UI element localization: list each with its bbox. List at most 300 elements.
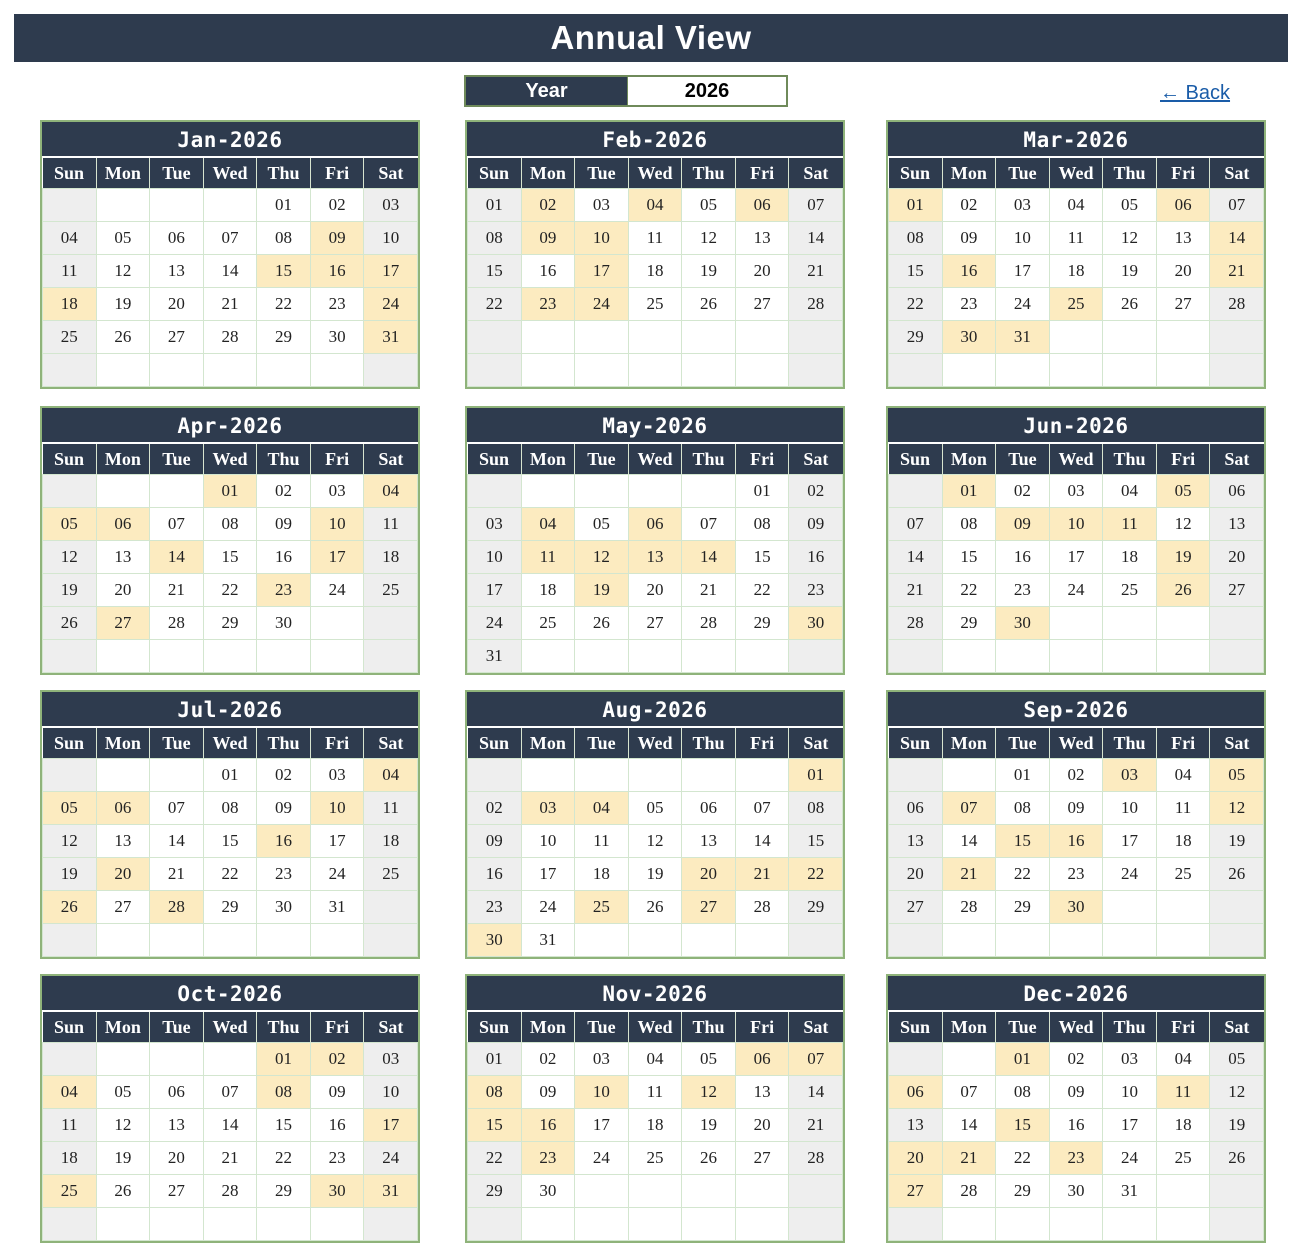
day-cell[interactable]: 04 xyxy=(1049,189,1103,222)
day-cell[interactable]: 06 xyxy=(628,508,682,541)
day-cell[interactable]: 08 xyxy=(942,508,996,541)
day-cell[interactable]: 07 xyxy=(150,508,204,541)
day-cell[interactable]: 21 xyxy=(150,858,204,891)
day-cell[interactable]: 21 xyxy=(682,574,736,607)
day-cell[interactable]: 19 xyxy=(1156,541,1210,574)
day-cell[interactable]: 30 xyxy=(257,607,311,640)
day-cell[interactable]: 05 xyxy=(1210,759,1264,792)
day-cell[interactable]: 21 xyxy=(735,858,789,891)
day-cell[interactable]: 02 xyxy=(257,475,311,508)
day-cell[interactable]: 11 xyxy=(628,222,682,255)
day-cell[interactable]: 15 xyxy=(203,541,257,574)
day-cell[interactable]: 07 xyxy=(889,508,943,541)
day-cell[interactable]: 18 xyxy=(628,255,682,288)
day-cell[interactable]: 03 xyxy=(364,189,418,222)
day-cell[interactable]: 25 xyxy=(43,321,97,354)
day-cell[interactable]: 24 xyxy=(468,607,522,640)
day-cell[interactable]: 28 xyxy=(150,891,204,924)
day-cell[interactable]: 26 xyxy=(1156,574,1210,607)
day-cell[interactable]: 27 xyxy=(682,891,736,924)
day-cell[interactable]: 23 xyxy=(1049,1142,1103,1175)
day-cell[interactable]: 15 xyxy=(468,255,522,288)
day-cell[interactable]: 03 xyxy=(1103,1043,1157,1076)
day-cell[interactable]: 01 xyxy=(468,1043,522,1076)
day-cell[interactable]: 13 xyxy=(682,825,736,858)
day-cell[interactable]: 21 xyxy=(1210,255,1264,288)
day-cell[interactable]: 10 xyxy=(521,825,575,858)
day-cell[interactable]: 17 xyxy=(575,1109,629,1142)
day-cell[interactable]: 19 xyxy=(1103,255,1157,288)
day-cell[interactable]: 03 xyxy=(521,792,575,825)
day-cell[interactable]: 19 xyxy=(575,574,629,607)
day-cell[interactable]: 24 xyxy=(310,858,364,891)
day-cell[interactable]: 22 xyxy=(468,1142,522,1175)
day-cell[interactable]: 10 xyxy=(468,541,522,574)
day-cell[interactable]: 23 xyxy=(468,891,522,924)
day-cell[interactable]: 17 xyxy=(996,255,1050,288)
day-cell[interactable]: 23 xyxy=(310,288,364,321)
day-cell[interactable]: 25 xyxy=(521,607,575,640)
day-cell[interactable]: 21 xyxy=(889,574,943,607)
day-cell[interactable]: 20 xyxy=(889,858,943,891)
day-cell[interactable]: 23 xyxy=(521,288,575,321)
day-cell[interactable]: 18 xyxy=(43,288,97,321)
day-cell[interactable]: 12 xyxy=(682,1076,736,1109)
day-cell[interactable]: 12 xyxy=(1210,792,1264,825)
day-cell[interactable]: 06 xyxy=(150,1076,204,1109)
day-cell[interactable]: 28 xyxy=(150,607,204,640)
day-cell[interactable]: 03 xyxy=(468,508,522,541)
day-cell[interactable]: 09 xyxy=(1049,792,1103,825)
day-cell[interactable]: 04 xyxy=(364,759,418,792)
day-cell[interactable]: 19 xyxy=(682,1109,736,1142)
day-cell[interactable]: 07 xyxy=(203,1076,257,1109)
day-cell[interactable]: 10 xyxy=(310,508,364,541)
day-cell[interactable]: 10 xyxy=(996,222,1050,255)
day-cell[interactable]: 15 xyxy=(889,255,943,288)
day-cell[interactable]: 20 xyxy=(96,574,150,607)
day-cell[interactable]: 29 xyxy=(468,1175,522,1208)
day-cell[interactable]: 15 xyxy=(257,1109,311,1142)
day-cell[interactable]: 05 xyxy=(1103,189,1157,222)
day-cell[interactable]: 25 xyxy=(1156,1142,1210,1175)
day-cell[interactable]: 10 xyxy=(364,1076,418,1109)
day-cell[interactable]: 25 xyxy=(43,1175,97,1208)
day-cell[interactable]: 14 xyxy=(150,541,204,574)
day-cell[interactable]: 07 xyxy=(789,1043,843,1076)
day-cell[interactable]: 27 xyxy=(735,1142,789,1175)
day-cell[interactable]: 16 xyxy=(942,255,996,288)
day-cell[interactable]: 29 xyxy=(203,891,257,924)
day-cell[interactable]: 18 xyxy=(364,825,418,858)
day-cell[interactable]: 18 xyxy=(1156,825,1210,858)
day-cell[interactable]: 26 xyxy=(43,607,97,640)
day-cell[interactable]: 08 xyxy=(203,508,257,541)
day-cell[interactable]: 09 xyxy=(521,222,575,255)
day-cell[interactable]: 07 xyxy=(682,508,736,541)
day-cell[interactable]: 11 xyxy=(1049,222,1103,255)
day-cell[interactable]: 16 xyxy=(789,541,843,574)
day-cell[interactable]: 30 xyxy=(789,607,843,640)
day-cell[interactable]: 26 xyxy=(1210,1142,1264,1175)
day-cell[interactable]: 31 xyxy=(364,1175,418,1208)
day-cell[interactable]: 31 xyxy=(1103,1175,1157,1208)
day-cell[interactable]: 23 xyxy=(996,574,1050,607)
day-cell[interactable]: 03 xyxy=(575,189,629,222)
day-cell[interactable]: 03 xyxy=(364,1043,418,1076)
day-cell[interactable]: 02 xyxy=(521,189,575,222)
day-cell[interactable]: 17 xyxy=(364,1109,418,1142)
day-cell[interactable]: 24 xyxy=(1103,858,1157,891)
day-cell[interactable]: 01 xyxy=(468,189,522,222)
day-cell[interactable]: 13 xyxy=(628,541,682,574)
day-cell[interactable]: 25 xyxy=(628,1142,682,1175)
day-cell[interactable]: 27 xyxy=(150,1175,204,1208)
day-cell[interactable]: 08 xyxy=(203,792,257,825)
day-cell[interactable]: 01 xyxy=(203,759,257,792)
day-cell[interactable]: 07 xyxy=(735,792,789,825)
day-cell[interactable]: 06 xyxy=(889,1076,943,1109)
day-cell[interactable]: 31 xyxy=(310,891,364,924)
day-cell[interactable]: 29 xyxy=(996,891,1050,924)
day-cell[interactable]: 12 xyxy=(628,825,682,858)
day-cell[interactable]: 08 xyxy=(789,792,843,825)
day-cell[interactable]: 12 xyxy=(1103,222,1157,255)
day-cell[interactable]: 30 xyxy=(310,1175,364,1208)
day-cell[interactable]: 28 xyxy=(682,607,736,640)
day-cell[interactable]: 17 xyxy=(468,574,522,607)
day-cell[interactable]: 20 xyxy=(735,1109,789,1142)
day-cell[interactable]: 28 xyxy=(735,891,789,924)
day-cell[interactable]: 24 xyxy=(521,891,575,924)
day-cell[interactable]: 19 xyxy=(43,858,97,891)
day-cell[interactable]: 17 xyxy=(521,858,575,891)
day-cell[interactable]: 11 xyxy=(575,825,629,858)
day-cell[interactable]: 08 xyxy=(468,222,522,255)
day-cell[interactable]: 19 xyxy=(628,858,682,891)
day-cell[interactable]: 21 xyxy=(150,574,204,607)
day-cell[interactable]: 09 xyxy=(1049,1076,1103,1109)
day-cell[interactable]: 05 xyxy=(43,508,97,541)
day-cell[interactable]: 18 xyxy=(628,1109,682,1142)
day-cell[interactable]: 23 xyxy=(521,1142,575,1175)
day-cell[interactable]: 22 xyxy=(996,858,1050,891)
day-cell[interactable]: 07 xyxy=(203,222,257,255)
day-cell[interactable]: 28 xyxy=(1210,288,1264,321)
day-cell[interactable]: 09 xyxy=(310,222,364,255)
day-cell[interactable]: 02 xyxy=(310,189,364,222)
day-cell[interactable]: 27 xyxy=(150,321,204,354)
day-cell[interactable]: 04 xyxy=(628,189,682,222)
day-cell[interactable]: 16 xyxy=(257,541,311,574)
day-cell[interactable]: 31 xyxy=(364,321,418,354)
day-cell[interactable]: 08 xyxy=(257,1076,311,1109)
day-cell[interactable]: 29 xyxy=(889,321,943,354)
day-cell[interactable]: 06 xyxy=(889,792,943,825)
day-cell[interactable]: 29 xyxy=(257,1175,311,1208)
day-cell[interactable]: 04 xyxy=(364,475,418,508)
day-cell[interactable]: 27 xyxy=(96,607,150,640)
day-cell[interactable]: 22 xyxy=(789,858,843,891)
day-cell[interactable]: 17 xyxy=(575,255,629,288)
day-cell[interactable]: 26 xyxy=(682,288,736,321)
day-cell[interactable]: 14 xyxy=(150,825,204,858)
day-cell[interactable]: 29 xyxy=(203,607,257,640)
day-cell[interactable]: 04 xyxy=(575,792,629,825)
day-cell[interactable]: 30 xyxy=(996,607,1050,640)
day-cell[interactable]: 11 xyxy=(1156,1076,1210,1109)
day-cell[interactable]: 28 xyxy=(942,891,996,924)
day-cell[interactable]: 13 xyxy=(96,541,150,574)
day-cell[interactable]: 30 xyxy=(521,1175,575,1208)
day-cell[interactable]: 25 xyxy=(1103,574,1157,607)
day-cell[interactable]: 26 xyxy=(96,1175,150,1208)
day-cell[interactable]: 23 xyxy=(257,574,311,607)
day-cell[interactable]: 28 xyxy=(789,288,843,321)
day-cell[interactable]: 11 xyxy=(521,541,575,574)
day-cell[interactable]: 02 xyxy=(1049,759,1103,792)
day-cell[interactable]: 23 xyxy=(257,858,311,891)
day-cell[interactable]: 18 xyxy=(575,858,629,891)
day-cell[interactable]: 20 xyxy=(735,255,789,288)
day-cell[interactable]: 06 xyxy=(96,792,150,825)
day-cell[interactable]: 03 xyxy=(996,189,1050,222)
day-cell[interactable]: 18 xyxy=(521,574,575,607)
day-cell[interactable]: 04 xyxy=(1156,1043,1210,1076)
day-cell[interactable]: 23 xyxy=(789,574,843,607)
day-cell[interactable]: 30 xyxy=(310,321,364,354)
day-cell[interactable]: 25 xyxy=(364,574,418,607)
day-cell[interactable]: 12 xyxy=(96,255,150,288)
day-cell[interactable]: 26 xyxy=(43,891,97,924)
day-cell[interactable]: 11 xyxy=(1103,508,1157,541)
day-cell[interactable]: 30 xyxy=(942,321,996,354)
day-cell[interactable]: 24 xyxy=(1103,1142,1157,1175)
day-cell[interactable]: 15 xyxy=(942,541,996,574)
day-cell[interactable]: 14 xyxy=(203,255,257,288)
day-cell[interactable]: 18 xyxy=(1103,541,1157,574)
day-cell[interactable]: 02 xyxy=(468,792,522,825)
day-cell[interactable]: 29 xyxy=(789,891,843,924)
day-cell[interactable]: 13 xyxy=(735,222,789,255)
day-cell[interactable]: 25 xyxy=(628,288,682,321)
day-cell[interactable]: 19 xyxy=(96,288,150,321)
day-cell[interactable]: 14 xyxy=(789,222,843,255)
day-cell[interactable]: 03 xyxy=(310,759,364,792)
day-cell[interactable]: 02 xyxy=(521,1043,575,1076)
day-cell[interactable]: 02 xyxy=(789,475,843,508)
day-cell[interactable]: 12 xyxy=(682,222,736,255)
day-cell[interactable]: 01 xyxy=(203,475,257,508)
day-cell[interactable]: 04 xyxy=(521,508,575,541)
day-cell[interactable]: 02 xyxy=(942,189,996,222)
day-cell[interactable]: 28 xyxy=(942,1175,996,1208)
day-cell[interactable]: 05 xyxy=(682,1043,736,1076)
day-cell[interactable]: 15 xyxy=(789,825,843,858)
day-cell[interactable]: 14 xyxy=(682,541,736,574)
day-cell[interactable]: 20 xyxy=(889,1142,943,1175)
day-cell[interactable]: 22 xyxy=(942,574,996,607)
day-cell[interactable]: 09 xyxy=(521,1076,575,1109)
day-cell[interactable]: 10 xyxy=(1103,792,1157,825)
day-cell[interactable]: 07 xyxy=(942,792,996,825)
day-cell[interactable]: 17 xyxy=(310,825,364,858)
day-cell[interactable]: 28 xyxy=(203,321,257,354)
day-cell[interactable]: 22 xyxy=(257,1142,311,1175)
day-cell[interactable]: 09 xyxy=(257,508,311,541)
day-cell[interactable]: 05 xyxy=(43,792,97,825)
day-cell[interactable]: 21 xyxy=(203,1142,257,1175)
day-cell[interactable]: 19 xyxy=(43,574,97,607)
day-cell[interactable]: 02 xyxy=(1049,1043,1103,1076)
day-cell[interactable]: 12 xyxy=(43,825,97,858)
day-cell[interactable]: 24 xyxy=(575,1142,629,1175)
day-cell[interactable]: 20 xyxy=(682,858,736,891)
day-cell[interactable]: 24 xyxy=(364,1142,418,1175)
day-cell[interactable]: 20 xyxy=(150,1142,204,1175)
day-cell[interactable]: 10 xyxy=(1103,1076,1157,1109)
day-cell[interactable]: 16 xyxy=(521,255,575,288)
day-cell[interactable]: 21 xyxy=(942,1142,996,1175)
day-cell[interactable]: 14 xyxy=(942,825,996,858)
day-cell[interactable]: 04 xyxy=(1156,759,1210,792)
day-cell[interactable]: 22 xyxy=(203,574,257,607)
day-cell[interactable]: 26 xyxy=(1103,288,1157,321)
day-cell[interactable]: 27 xyxy=(735,288,789,321)
day-cell[interactable]: 18 xyxy=(364,541,418,574)
day-cell[interactable]: 01 xyxy=(735,475,789,508)
day-cell[interactable]: 16 xyxy=(1049,825,1103,858)
day-cell[interactable]: 23 xyxy=(942,288,996,321)
day-cell[interactable]: 14 xyxy=(1210,222,1264,255)
day-cell[interactable]: 12 xyxy=(96,1109,150,1142)
day-cell[interactable]: 14 xyxy=(735,825,789,858)
day-cell[interactable]: 04 xyxy=(43,222,97,255)
day-cell[interactable]: 17 xyxy=(1103,1109,1157,1142)
day-cell[interactable]: 12 xyxy=(43,541,97,574)
year-input[interactable]: 2026 xyxy=(627,77,786,105)
day-cell[interactable]: 14 xyxy=(889,541,943,574)
day-cell[interactable]: 04 xyxy=(628,1043,682,1076)
day-cell[interactable]: 16 xyxy=(468,858,522,891)
day-cell[interactable]: 19 xyxy=(1210,1109,1264,1142)
day-cell[interactable]: 10 xyxy=(364,222,418,255)
day-cell[interactable]: 28 xyxy=(203,1175,257,1208)
day-cell[interactable]: 06 xyxy=(735,189,789,222)
day-cell[interactable]: 10 xyxy=(1049,508,1103,541)
day-cell[interactable]: 15 xyxy=(996,1109,1050,1142)
day-cell[interactable]: 14 xyxy=(942,1109,996,1142)
day-cell[interactable]: 15 xyxy=(203,825,257,858)
day-cell[interactable]: 09 xyxy=(942,222,996,255)
day-cell[interactable]: 31 xyxy=(996,321,1050,354)
day-cell[interactable]: 17 xyxy=(1049,541,1103,574)
day-cell[interactable]: 23 xyxy=(310,1142,364,1175)
day-cell[interactable]: 16 xyxy=(1049,1109,1103,1142)
day-cell[interactable]: 25 xyxy=(575,891,629,924)
day-cell[interactable]: 11 xyxy=(364,792,418,825)
day-cell[interactable]: 21 xyxy=(942,858,996,891)
day-cell[interactable]: 14 xyxy=(203,1109,257,1142)
day-cell[interactable]: 02 xyxy=(310,1043,364,1076)
day-cell[interactable]: 02 xyxy=(996,475,1050,508)
day-cell[interactable]: 05 xyxy=(682,189,736,222)
day-cell[interactable]: 10 xyxy=(575,222,629,255)
day-cell[interactable]: 24 xyxy=(575,288,629,321)
day-cell[interactable]: 05 xyxy=(96,222,150,255)
day-cell[interactable]: 24 xyxy=(996,288,1050,321)
day-cell[interactable]: 16 xyxy=(257,825,311,858)
day-cell[interactable]: 24 xyxy=(1049,574,1103,607)
day-cell[interactable]: 26 xyxy=(575,607,629,640)
day-cell[interactable]: 13 xyxy=(1156,222,1210,255)
day-cell[interactable]: 31 xyxy=(521,924,575,957)
day-cell[interactable]: 21 xyxy=(789,255,843,288)
day-cell[interactable]: 25 xyxy=(1049,288,1103,321)
day-cell[interactable]: 13 xyxy=(735,1076,789,1109)
day-cell[interactable]: 01 xyxy=(996,1043,1050,1076)
day-cell[interactable]: 17 xyxy=(310,541,364,574)
day-cell[interactable]: 01 xyxy=(996,759,1050,792)
day-cell[interactable]: 09 xyxy=(257,792,311,825)
day-cell[interactable]: 07 xyxy=(1210,189,1264,222)
day-cell[interactable]: 07 xyxy=(150,792,204,825)
day-cell[interactable]: 16 xyxy=(310,1109,364,1142)
day-cell[interactable]: 25 xyxy=(1156,858,1210,891)
day-cell[interactable]: 22 xyxy=(735,574,789,607)
day-cell[interactable]: 08 xyxy=(889,222,943,255)
day-cell[interactable]: 01 xyxy=(789,759,843,792)
day-cell[interactable]: 10 xyxy=(310,792,364,825)
day-cell[interactable]: 14 xyxy=(789,1076,843,1109)
day-cell[interactable]: 05 xyxy=(96,1076,150,1109)
day-cell[interactable]: 07 xyxy=(942,1076,996,1109)
back-link[interactable]: ← Back xyxy=(1160,82,1231,104)
day-cell[interactable]: 20 xyxy=(628,574,682,607)
day-cell[interactable]: 29 xyxy=(996,1175,1050,1208)
day-cell[interactable]: 15 xyxy=(996,825,1050,858)
day-cell[interactable]: 08 xyxy=(996,792,1050,825)
day-cell[interactable]: 12 xyxy=(1156,508,1210,541)
day-cell[interactable]: 11 xyxy=(43,255,97,288)
day-cell[interactable]: 25 xyxy=(364,858,418,891)
day-cell[interactable]: 22 xyxy=(889,288,943,321)
day-cell[interactable]: 01 xyxy=(942,475,996,508)
day-cell[interactable]: 09 xyxy=(468,825,522,858)
day-cell[interactable]: 18 xyxy=(43,1142,97,1175)
day-cell[interactable]: 26 xyxy=(96,321,150,354)
day-cell[interactable]: 12 xyxy=(575,541,629,574)
day-cell[interactable]: 03 xyxy=(310,475,364,508)
day-cell[interactable]: 31 xyxy=(468,640,522,673)
day-cell[interactable]: 18 xyxy=(1156,1109,1210,1142)
day-cell[interactable]: 17 xyxy=(1103,825,1157,858)
day-cell[interactable]: 16 xyxy=(521,1109,575,1142)
day-cell[interactable]: 09 xyxy=(789,508,843,541)
day-cell[interactable]: 04 xyxy=(1103,475,1157,508)
day-cell[interactable]: 15 xyxy=(735,541,789,574)
day-cell[interactable]: 07 xyxy=(789,189,843,222)
day-cell[interactable]: 27 xyxy=(1210,574,1264,607)
day-cell[interactable]: 24 xyxy=(310,574,364,607)
day-cell[interactable]: 13 xyxy=(96,825,150,858)
day-cell[interactable]: 10 xyxy=(575,1076,629,1109)
day-cell[interactable]: 26 xyxy=(628,891,682,924)
day-cell[interactable]: 01 xyxy=(889,189,943,222)
day-cell[interactable]: 26 xyxy=(1210,858,1264,891)
day-cell[interactable]: 21 xyxy=(203,288,257,321)
day-cell[interactable]: 11 xyxy=(43,1109,97,1142)
